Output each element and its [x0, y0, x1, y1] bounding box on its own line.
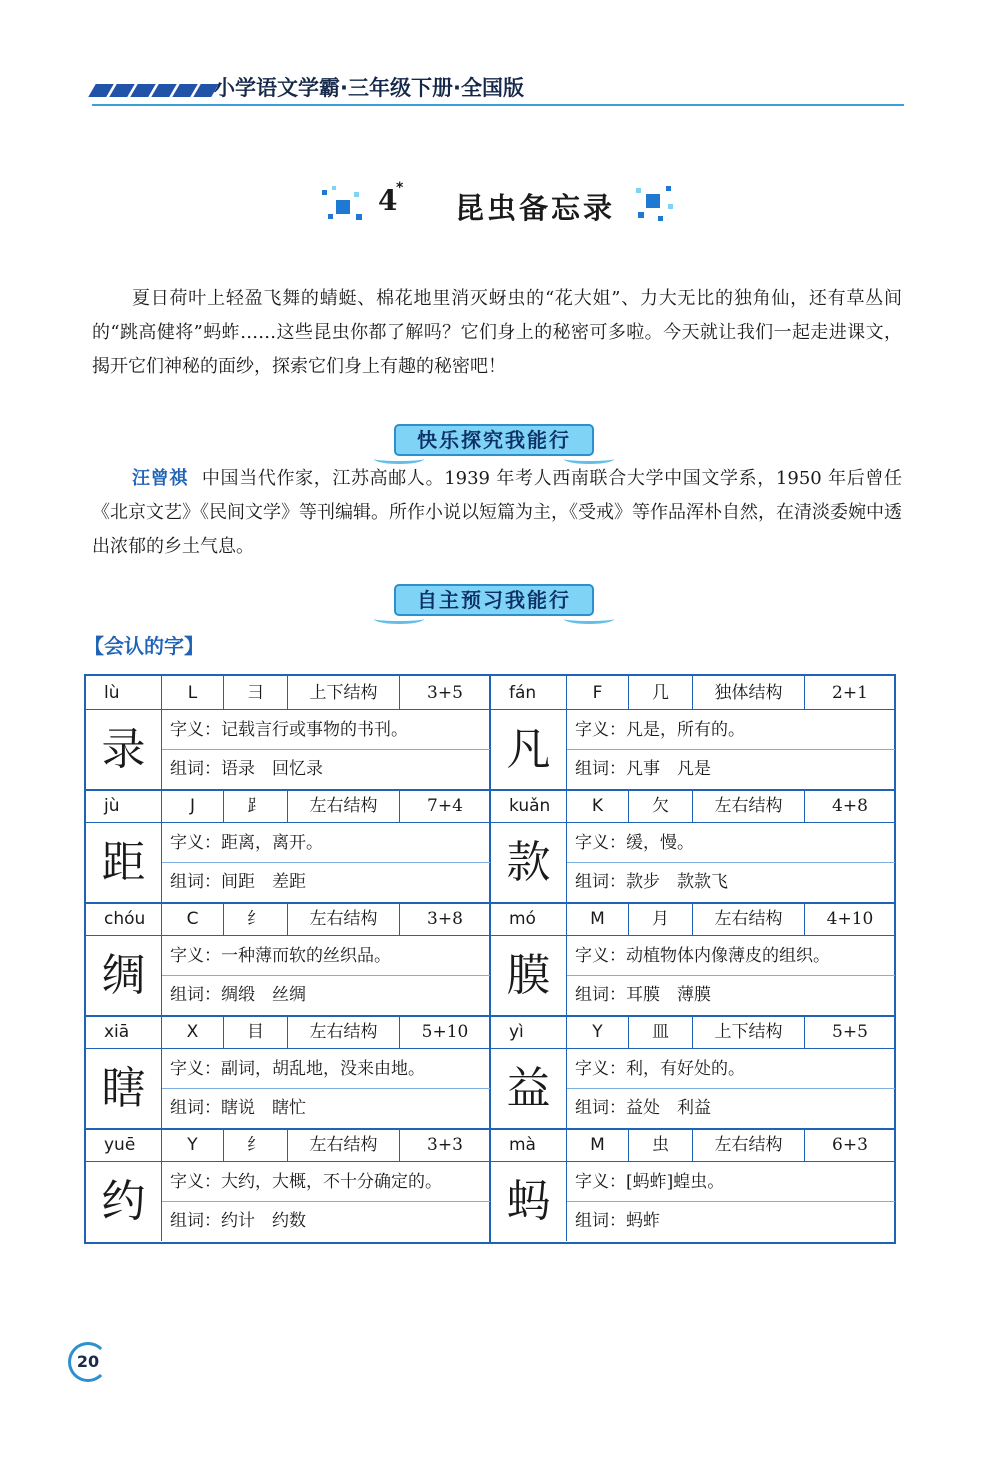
character-meta-row — [86, 676, 490, 710]
character-glyph: 约 — [86, 1162, 162, 1241]
index-letter: Y — [567, 1015, 629, 1049]
structure: 左右结构 — [693, 1128, 805, 1162]
radical: 虫 — [629, 1128, 693, 1162]
author-bio: 中国当代作家，江苏高邮人。1939 年考人西南联合大学中国文学系，1950 年后曾任《北京文艺》《民间文学》等刊编辑。所作小说以短篇为主，《受戒》等作品浑朴自然，在清淡委婉中透出浓郁的乡土气息。 — [92, 468, 903, 557]
radical: 纟 — [224, 902, 288, 936]
section-banner-explore — [374, 420, 614, 466]
character-meta-row — [86, 902, 490, 936]
character-glyph: 蚂 — [491, 1162, 567, 1241]
character-words: 组词：语录 回忆录 — [170, 759, 323, 779]
radical: 欠 — [629, 789, 693, 823]
index-letter: L — [162, 676, 224, 710]
index-letter: X — [162, 1015, 224, 1049]
pinyin: yuē — [86, 1128, 162, 1162]
character-words: 组词：瞎说 瞎忙 — [170, 1098, 306, 1118]
radical: 纟 — [224, 1128, 288, 1162]
character-words: 组词：凡事 凡是 — [575, 759, 711, 779]
stroke-count: 7+4 — [427, 796, 463, 816]
character-meaning: 字义：一种薄而软的丝织品。 — [162, 936, 490, 976]
character-card — [491, 676, 895, 789]
stroke-count: 4+10 — [826, 909, 874, 929]
pixel-decoration-icon — [632, 184, 692, 224]
character-glyph: 瞎 — [86, 1049, 162, 1128]
character-words: 组词：蚂蚱 — [575, 1211, 660, 1231]
structure: 左右结构 — [693, 789, 805, 823]
character-words: 组词：耳膜 薄膜 — [575, 985, 711, 1005]
character-meta-row — [86, 789, 490, 823]
pinyin: chóu — [86, 902, 162, 936]
structure: 上下结构 — [288, 676, 400, 710]
character-glyph: 益 — [491, 1049, 567, 1128]
character-meta-row — [491, 789, 895, 823]
pinyin: mà — [491, 1128, 567, 1162]
character-card — [86, 1128, 490, 1241]
index-letter: C — [162, 902, 224, 936]
structure: 上下结构 — [693, 1015, 805, 1049]
character-meta-row — [491, 676, 895, 710]
character-meta-row — [491, 902, 895, 936]
character-glyph: 录 — [86, 710, 162, 789]
character-glyph: 绸 — [86, 936, 162, 1015]
structure: 左右结构 — [288, 1015, 400, 1049]
index-letter: F — [567, 676, 629, 710]
author-paragraph — [92, 462, 902, 564]
character-meta-row — [491, 1015, 895, 1049]
structure: 左右结构 — [693, 902, 805, 936]
character-meaning: 字义：缓，慢。 — [567, 823, 895, 863]
pinyin: jù — [86, 789, 162, 823]
character-card — [86, 789, 490, 902]
lesson-mark: * — [396, 180, 404, 196]
stroke-count: 5+10 — [421, 1022, 469, 1042]
character-glyph: 距 — [86, 823, 162, 902]
index-letter: Y — [162, 1128, 224, 1162]
stroke-count: 6+3 — [832, 1135, 868, 1155]
character-card — [491, 1128, 895, 1241]
character-card — [491, 902, 895, 1015]
character-meaning: 字义：距离，离开。 — [162, 823, 490, 863]
stroke-count: 3+5 — [427, 683, 463, 703]
pinyin: yì — [491, 1015, 567, 1049]
character-meaning: 字义：动植物体内像薄皮的组织。 — [567, 936, 895, 976]
wave-decoration — [564, 614, 614, 624]
stroke-count: 5+5 — [832, 1022, 868, 1042]
pixel-decoration-icon — [316, 184, 376, 224]
character-table — [84, 674, 896, 1244]
stroke-count: 4+8 — [832, 796, 868, 816]
character-meaning: 字义：大约，大概，不十分确定的。 — [162, 1162, 490, 1202]
character-glyph: 凡 — [491, 710, 567, 789]
radical: ⻊ — [224, 789, 288, 823]
book-title: 小学语文学霸·三年级下册·全国版 — [214, 76, 524, 100]
structure: 左右结构 — [288, 1128, 400, 1162]
radical: 皿 — [629, 1015, 693, 1049]
index-letter: M — [567, 1128, 629, 1162]
banner-text: 自主预习我能行 — [394, 584, 594, 616]
character-meaning: 字义：利，有好处的。 — [567, 1049, 895, 1089]
character-words: 组词：益处 利益 — [575, 1098, 711, 1118]
character-card — [86, 902, 490, 1015]
index-letter: M — [567, 902, 629, 936]
stroke-count: 2+1 — [832, 683, 868, 703]
character-glyph: 膜 — [491, 936, 567, 1015]
character-glyph: 款 — [491, 823, 567, 902]
character-card — [86, 676, 490, 789]
intro-paragraph: 夏日荷叶上轻盈飞舞的蜻蜓、棉花地里消灭蚜虫的“花大姐”、力大无比的独角仙，还有草丛间的“跳高健将”蚂蚱……这些昆虫你都了解吗？它们身上的秘密可多啦。今天就让我们一起走进课文，揭开它们神秘的面纱，探索它们身上有趣的秘密吧！ — [92, 288, 902, 377]
section-banner-preview — [374, 580, 614, 626]
pinyin: mó — [491, 902, 567, 936]
character-meaning: 字义：[蚂蚱]蝗虫。 — [567, 1162, 895, 1202]
lesson-number: 4 — [378, 184, 398, 217]
structure: 左右结构 — [288, 789, 400, 823]
pinyin: xiā — [86, 1015, 162, 1049]
index-letter: J — [162, 789, 224, 823]
banner-text: 快乐探究我能行 — [394, 424, 594, 456]
character-words: 组词：款步 款款飞 — [575, 872, 728, 892]
character-meaning: 字义：副词，胡乱地，没来由地。 — [162, 1049, 490, 1089]
index-letter: K — [567, 789, 629, 823]
character-words: 组词：间距 差距 — [170, 872, 306, 892]
character-card — [491, 789, 895, 902]
character-card — [491, 1015, 895, 1128]
structure: 左右结构 — [288, 902, 400, 936]
lesson-heading — [0, 180, 1000, 230]
character-meaning: 字义：记载言行或事物的书刊。 — [162, 710, 490, 750]
radical: 月 — [629, 902, 693, 936]
character-meta-row — [491, 1128, 895, 1162]
stroke-count: 3+3 — [427, 1135, 463, 1155]
radical: 几 — [629, 676, 693, 710]
page-number: 20 — [68, 1342, 108, 1382]
pinyin: lù — [86, 676, 162, 710]
character-meta-row — [86, 1128, 490, 1162]
section-label: 【会认的字】 — [84, 634, 204, 658]
character-meta-row — [86, 1015, 490, 1049]
character-words: 组词：绸缎 丝绸 — [170, 985, 306, 1005]
pinyin: fán — [491, 676, 567, 710]
header-rule — [92, 104, 904, 106]
header-decoration — [92, 84, 215, 97]
structure: 独体结构 — [693, 676, 805, 710]
character-meaning: 字义：凡是，所有的。 — [567, 710, 895, 750]
pinyin: kuǎn — [491, 789, 567, 823]
radical: 目 — [224, 1015, 288, 1049]
stroke-count: 3+8 — [427, 909, 463, 929]
lesson-title: 昆虫备忘录 — [455, 191, 616, 225]
author-name: 汪曾祺 — [132, 468, 188, 489]
character-words: 组词：约计 约数 — [170, 1211, 306, 1231]
character-card — [86, 1015, 490, 1128]
radical: 彐 — [224, 676, 288, 710]
